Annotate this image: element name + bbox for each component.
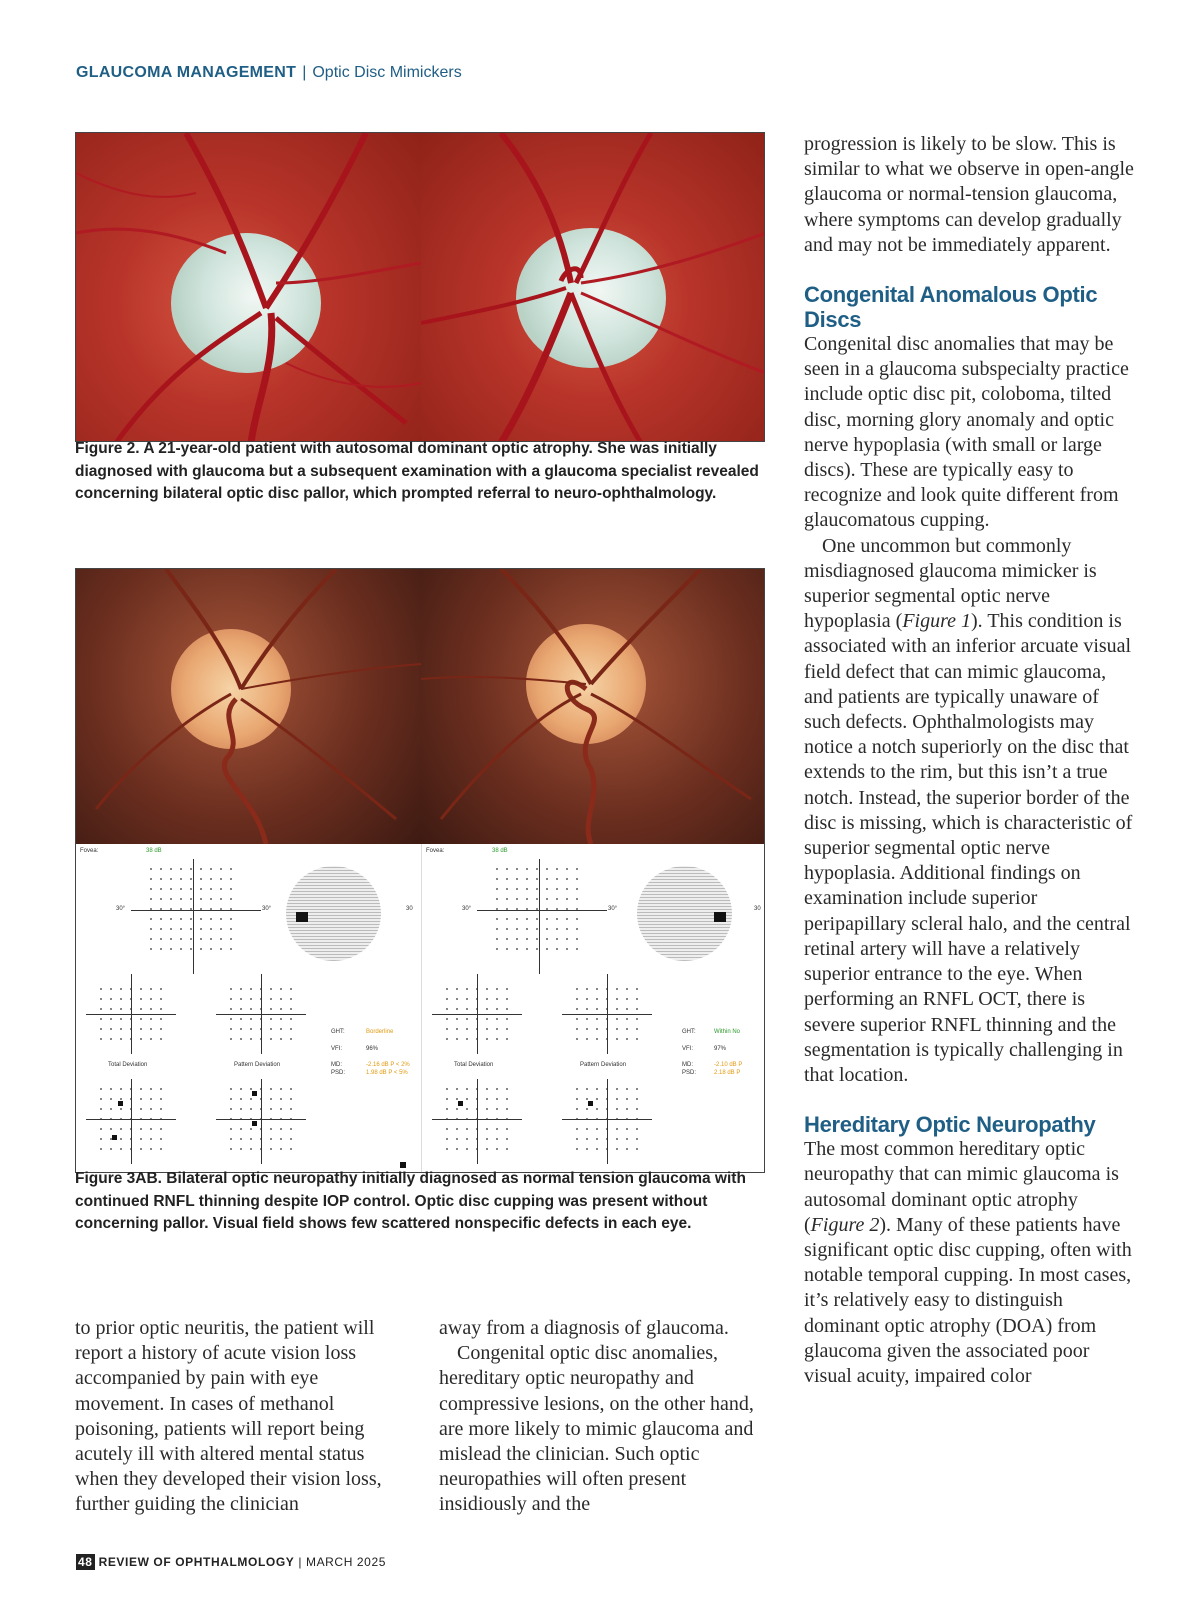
figure-2-image: [75, 132, 765, 442]
total-deviation-label: Total Deviation: [108, 1062, 148, 1068]
total-deviation-label: Total Deviation: [454, 1062, 494, 1068]
paragraph: away from a diagnosis of glaucoma.: [439, 1317, 729, 1339]
header-separator: |: [302, 64, 307, 81]
paragraph: One uncommon but commonly misdiagnosed glaucoma mimicker is superior segmental optic nerve hypoplasia (Figure 1). This condition is associated with an inferior arcuate visual field defect that can mimic glaucoma, and patients are typically unaware of such defects. Ophthalmologists may notice a notch superiorly on the disc that extends to the rim, but this isn’t a true notch. Instead, the superior border of the disc is missing, which is characteristic of superior segmental optic nerve hypoplasia. Additional findings on examination include superior peripapillary scleral halo, and the central retinal artery will have a relatively superior entrance to the eye. When performing an RNFL OCT, there is severe superior RNFL thinning and the segmentation is typically challenging in that location.: [804, 534, 1133, 1086]
vfi-value: 97%: [714, 1046, 727, 1052]
fovea-value: 38 dB: [492, 848, 508, 854]
fovea-value: 38 dB: [146, 848, 162, 854]
fovea-label: Fovea:: [426, 848, 445, 854]
vfi-value: 96%: [366, 1046, 379, 1052]
figure-2-reference: Figure 2: [810, 1213, 880, 1236]
issue-date: MARCH 2025: [305, 1555, 386, 1569]
ght-value: Borderline: [366, 1029, 394, 1035]
md-value: -2.10 dB P: [714, 1062, 743, 1068]
axis-label-right: 30°: [262, 906, 272, 912]
threshold-grid: [146, 864, 236, 954]
body-column-2: [439, 1316, 769, 1518]
body-column-1: [75, 1316, 405, 1518]
paragraph: to prior optic neuritis, the patient will report a history of acute vision loss accompanied by pain with eye movement. In cases of methanol poisoning, patients will report being acutely ill with altered mental status when they developed their vision loss, further guiding the clinician: [75, 1317, 382, 1516]
visual-field-left: Fovea: 38 dB 30° 30° 30 Total Deviation Pattern Deviation GHT: Borderline VFI: 96% MD: -2.16 dB P < 2% PSD: 1.98 dB P < 5%: [76, 844, 421, 1173]
paragraph: The most common hereditary optic neuropathy that can mimic glaucoma is autosomal dominant optic atrophy (Figure 2). Many of these patients have significant optic disc cupping, often with notable temporal cupping. In most cases, it’s relatively easy to distinguish dominant optic atrophy (DOA) from glaucoma given the associated poor visual acuity, impaired color: [804, 1138, 1132, 1387]
axis-label-right-2: 30: [406, 906, 413, 912]
running-footer: 48 REVIEW OF OPHTHALMOLOGY | MARCH 2025: [78, 1555, 386, 1569]
publication-name: REVIEW OF OPHTHALMOLOGY: [98, 1555, 295, 1569]
retinal-vessels: [421, 569, 765, 844]
section-label: GLAUCOMA MANAGEMENT: [76, 64, 297, 81]
md-value: -2.16 dB P < 2%: [366, 1062, 410, 1068]
topic-label: Optic Disc Mimickers: [312, 64, 462, 81]
visual-field-right: Fovea: 38 dB 30° 30° 30 Total Deviation Pattern Deviation GHT: Within No VFI: 97% MD: -2.10 dB P PSD: 2.18 dB P: [421, 844, 765, 1173]
figure-3-image: [75, 568, 765, 1173]
fundus-photo-right: [421, 133, 765, 442]
threshold-grid: [492, 864, 582, 954]
retinal-vessels: [421, 133, 765, 442]
axis-label-left: 30°: [116, 906, 126, 912]
axis-label-left: 30°: [462, 906, 472, 912]
ght-value: Within No: [714, 1029, 741, 1035]
section-heading-congenital: Congenital Anomalous Optic Discs: [804, 282, 1098, 333]
axis-label-right-2: 30: [754, 906, 761, 912]
body-column-3: [804, 132, 1134, 1389]
retinal-vessels: [76, 133, 421, 442]
figure-3-caption: Figure 3AB. Bilateral optic neuropathy initially diagnosed as normal tension glaucoma with continued RNFL thinning despite IOP control. Optic disc cupping was present without concerning pallor. Visual field shows few scattered nonspecific defects in each eye.: [75, 1170, 746, 1232]
pattern-deviation-label: Pattern Deviation: [234, 1062, 281, 1068]
psd-value: 1.98 dB P < 5%: [366, 1070, 408, 1076]
section-heading-hereditary: Hereditary Optic Neuropathy: [804, 1112, 1096, 1138]
paragraph: progression is likely to be slow. This is similar to what we observe in open-angle glaucoma or normal-tension glaucoma, where symptoms can develop gradually and may not be immediately apparent.: [804, 133, 1134, 256]
paragraph: Congenital disc anomalies that may be seen in a glaucoma subspecialty practice include optic disc pit, coloboma, tilted disc, morning glory anomaly and optic nerve hypoplasia (with small or large discs). These are typically easy to recognize and look quite different from glaucomatous cupping.: [804, 333, 1129, 532]
retinal-vessels: [76, 569, 421, 844]
psd-value: 2.18 dB P: [714, 1070, 741, 1076]
axis-label-right: 30°: [608, 906, 618, 912]
fundus-photo-right: [421, 569, 765, 844]
figure-1-reference: Figure 1: [902, 610, 972, 633]
figure-2-caption: Figure 2. A 21-year-old patient with autosomal dominant optic atrophy. She was initially diagnosed with glaucoma but a subsequent examination with a glaucoma specialist revealed concerning bilateral optic disc pallor, which prompted referral to neuro-ophthalmology.: [75, 440, 759, 502]
fundus-photo-left: [76, 133, 421, 442]
pattern-deviation-label: Pattern Deviation: [580, 1062, 627, 1068]
running-header: [76, 64, 462, 82]
fundus-photo-left: [76, 569, 421, 844]
fovea-label: Fovea:: [80, 848, 99, 854]
page-number: 48: [78, 1555, 93, 1569]
paragraph: Congenital optic disc anomalies, hereditary optic neuropathy and compressive lesions, on the other hand, are more likely to mimic glaucoma and mislead the clinician. Such optic neuropathies will often present insidiously and the: [439, 1342, 754, 1516]
